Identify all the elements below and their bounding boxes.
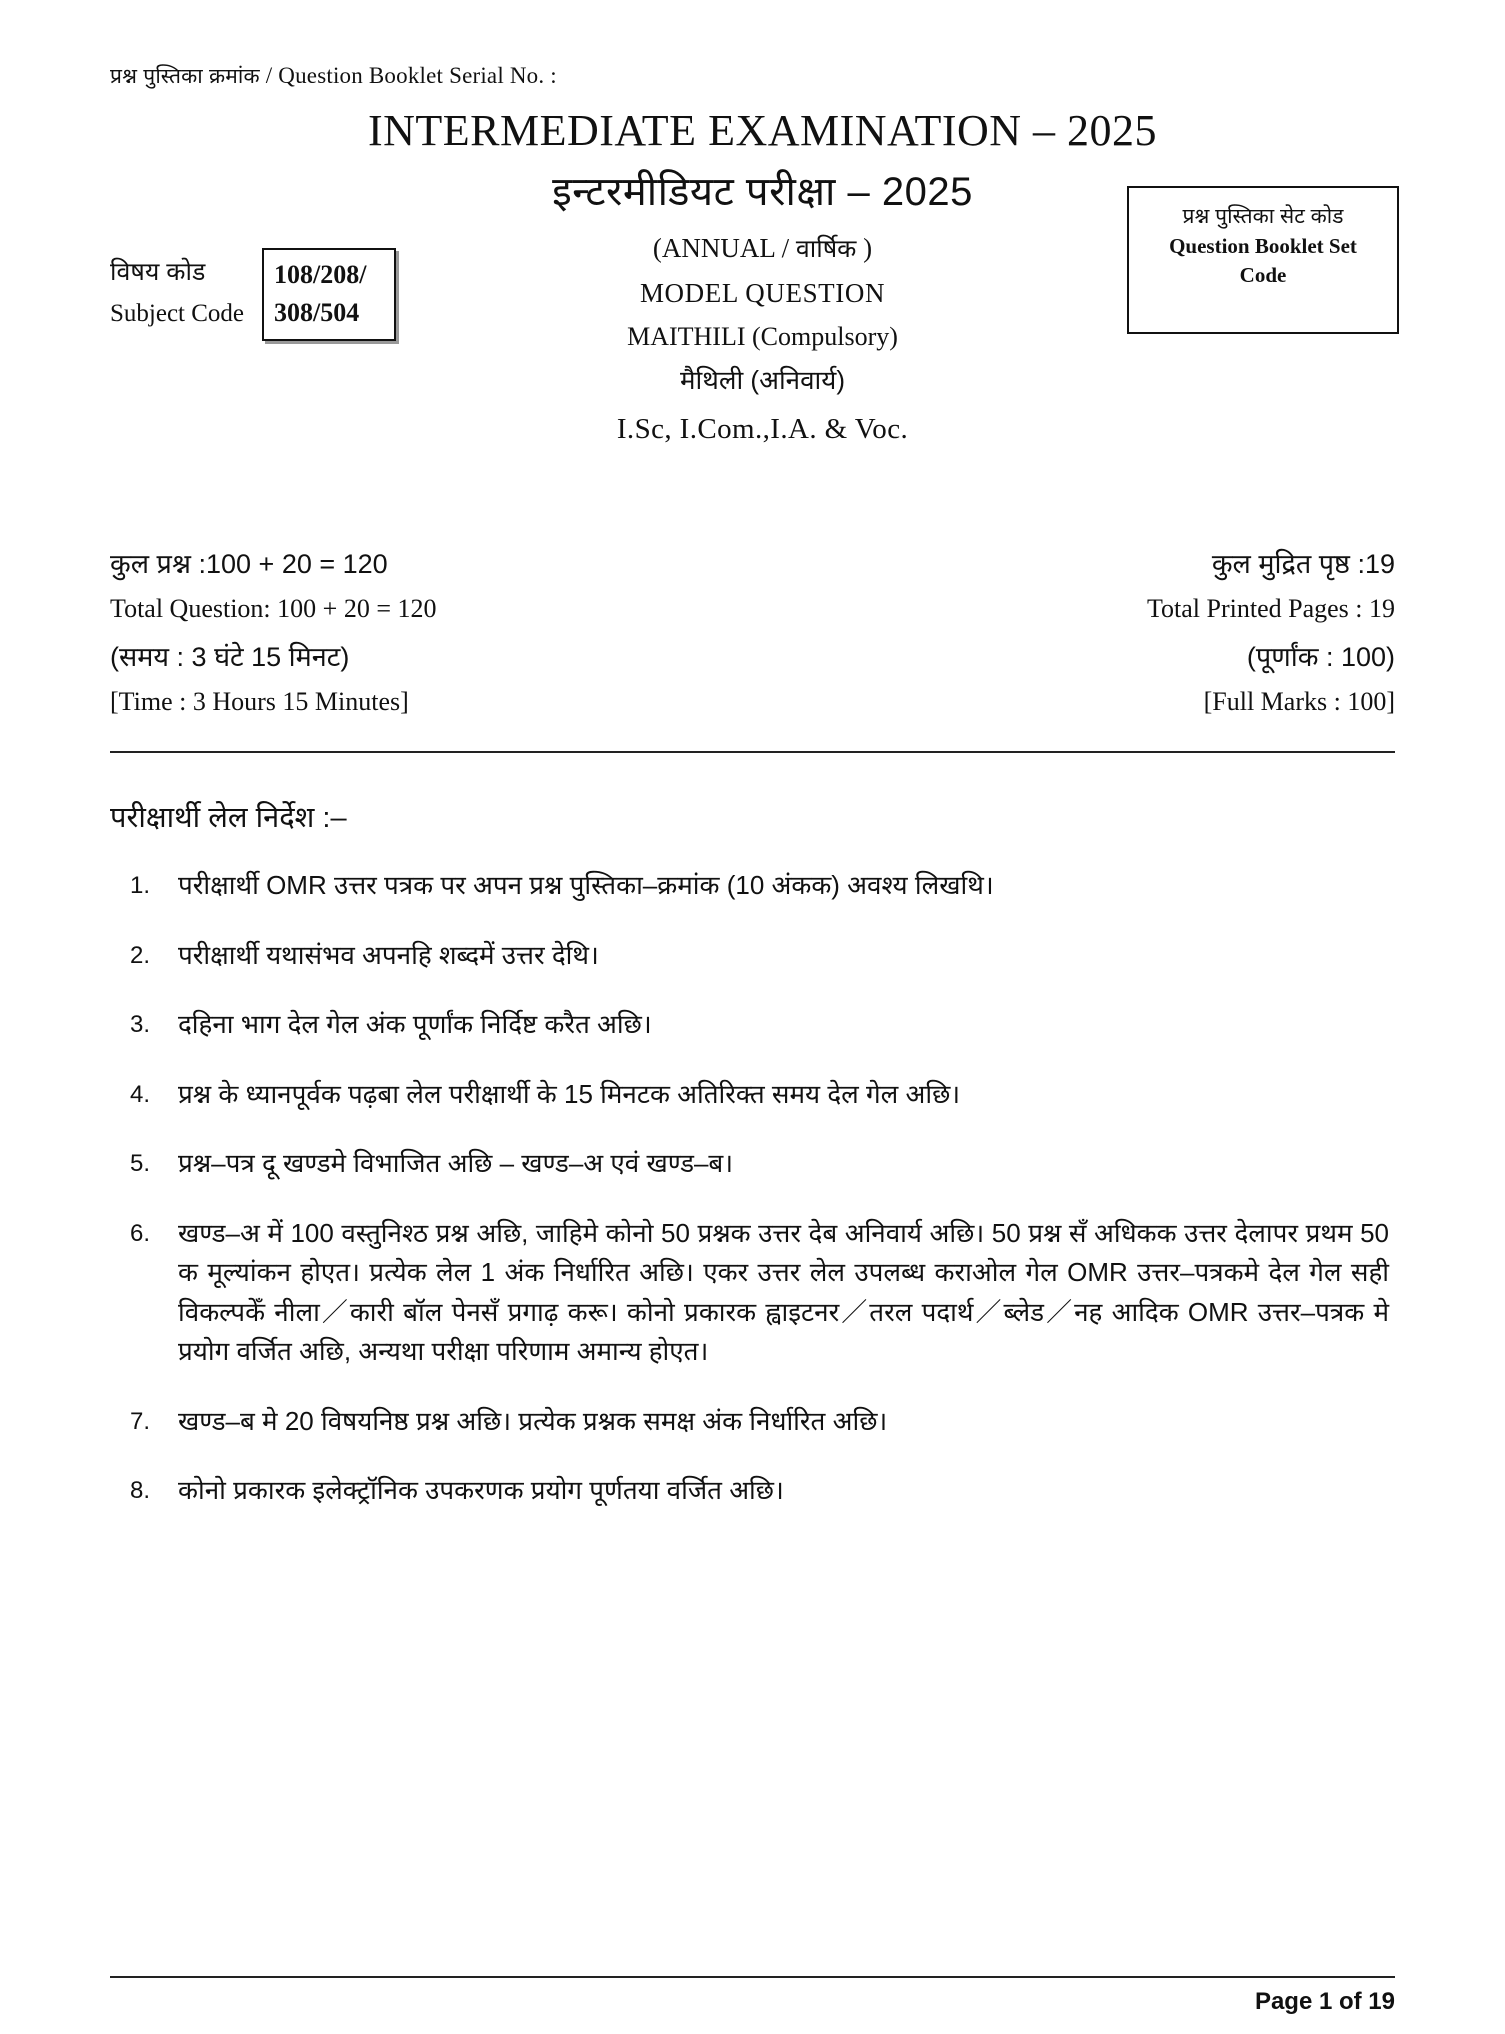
list-item: [110, 1214, 1395, 1372]
instruction-text: कोनो प्रकारक इलेक्ट्रॉनिक उपकरणक प्रयोग पूर्णतया वर्जित अछि।: [178, 1475, 784, 1506]
total-questions-english: Total Question: 100 + 20 = 120: [110, 594, 437, 623]
totals-row: [110, 544, 1395, 581]
full-marks-english: [Full Marks : 100]: [1203, 687, 1395, 716]
exam-time-english: [Time : 3 Hours 15 Minutes]: [110, 687, 409, 716]
instructions-list: [110, 866, 1395, 1511]
exam-totals-block: [110, 544, 1395, 717]
exam-header: [110, 108, 1395, 538]
instruction-text: प्रश्न के ध्यानपूर्वक पढ़बा लेल परीक्षार्थी के 15 मिनटक अतिरिक्त समय देल गेल अछि।: [178, 1078, 961, 1109]
full-marks-devanagari: (पूर्णांक : 100): [1246, 642, 1395, 672]
subject-code-label-devanagari: विषय कोड: [110, 258, 206, 286]
question-booklet-set-code-box: [1127, 186, 1399, 334]
total-printed-pages-devanagari: कुल मुद्रित पृष्ठ :19: [1211, 549, 1395, 579]
list-item: [110, 936, 1395, 976]
booklet-serial-label-english: Question Booklet Serial No. :: [278, 63, 557, 88]
exam-title-english: INTERMEDIATE EXAMINATION – 2025: [367, 106, 1158, 155]
stream-list: I.Sc, I.Com.,I.A. & Voc.: [616, 413, 909, 446]
totals-row: [110, 637, 1395, 674]
subject-code-block: [110, 248, 396, 341]
instruction-number: 5.: [130, 1150, 151, 1178]
booklet-serial-separator: /: [265, 63, 273, 88]
instruction-number: 8.: [130, 1477, 151, 1505]
subject-name-english: MAITHILI (Compulsory): [627, 322, 898, 352]
list-item: [110, 1075, 1395, 1115]
list-item: [110, 1005, 1395, 1045]
instructions-heading: परीक्षार्थी लेल निर्देश :–: [110, 802, 347, 834]
subject-code-value-line-2: 308/504: [274, 297, 360, 327]
subject-code-label-english: Subject Code: [110, 300, 245, 327]
set-code-label-english-line-1: Question Booklet Set: [1169, 234, 1357, 258]
instruction-text: खण्ड–अ में 100 वस्तुनिश्ठ प्रश्न अछि, जाहिमे कोनो 50 प्रश्नक उत्तर देब अनिवार्य अछि। 50 प्रश्न सँ अधिकक उत्तर देलापर प्रथम 50 क मूल्यांकन होएत। प्रत्येक लेल 1 अंक निर्धारित अछि। एकर उत्तर लेल उपलब्ध कराओल गेल OMR उत्तर–पत्रकमे देल गेल सही विकल्पकेँ नीला／कारी बॉल पेनसँ प्रगाढ़ करू। कोनो प्रकारक ह्वाइटनर／तरल पदार्थ／ब्लेड／नह आदिक OMR उत्तर–पत्रक मे प्रयोग वर्जित अछि, अन्यथा परीक्षा परिणाम अमान्य होएत।: [178, 1217, 1389, 1367]
instruction-text: परीक्षार्थी OMR उत्तर पत्रक पर अपन प्रश्न पुस्तिका–क्रमांक (10 अंकक) अवश्य लिखथि।: [178, 870, 994, 900]
instruction-text: खण्ड–ब मे 20 विषयनिष्ठ प्रश्न अछि। प्रत्येक प्रश्नक समक्ष अंक निर्धारित अछि।: [178, 1405, 888, 1436]
list-item: [110, 1402, 1395, 1442]
instruction-number: 7.: [130, 1407, 151, 1435]
subject-code-labels: [110, 248, 244, 328]
instruction-text: परीक्षार्थी यथासंभव अपनहि शब्दमें उत्तर देथि।: [178, 939, 599, 970]
exam-time-devanagari: (समय : 3 घंटे 15 मिनट): [110, 642, 350, 672]
list-item: [110, 866, 1395, 906]
instruction-number: 1.: [130, 872, 151, 899]
instruction-number: 4.: [130, 1080, 151, 1108]
booklet-serial-line: [110, 0, 1395, 90]
set-code-label-english-line-2: Code: [1239, 263, 1287, 288]
totals-row: [110, 594, 1395, 624]
set-code-label-devanagari: प्रश्न पुस्तिका सेट कोड: [1182, 205, 1344, 228]
subject-code-value-box: [262, 248, 396, 341]
instruction-text: प्रश्न–पत्र दू खण्डमे विभाजित अछि – खण्ड–अ एवं खण्ड–ब।: [178, 1148, 734, 1179]
instruction-text: दहिना भाग देल गेल अंक पूर्णांक निर्दिष्ट करैत अछि।: [178, 1009, 652, 1040]
instruction-number: 6.: [130, 1219, 151, 1247]
instruction-number: 3.: [130, 1011, 151, 1039]
total-printed-pages-english: Total Printed Pages : 19: [1146, 594, 1395, 623]
exam-session-close-paren: ): [863, 233, 873, 264]
page-footer: [110, 1976, 1395, 2016]
list-item: [110, 1471, 1395, 1511]
exam-session-english: (ANNUAL /: [652, 233, 790, 264]
exam-title-devanagari: इन्टरमीडियट परीक्षा – 2025: [552, 170, 973, 215]
totals-row: [110, 687, 1395, 717]
total-questions-devanagari: कुल प्रश्न :100 + 20 = 120: [110, 549, 388, 579]
page-number: Page 1 of 19: [1254, 1988, 1395, 2015]
footer-divider: [110, 1976, 1395, 1978]
subject-code-value-line-1: 108/208/: [274, 260, 367, 289]
header-divider: [110, 751, 1395, 753]
instruction-number: 2.: [130, 941, 151, 969]
subject-name-devanagari: मैथिली (अनिवार्य): [679, 365, 846, 396]
exam-session-devanagari: वार्षिक: [795, 235, 857, 264]
model-question-label: MODEL QUESTION: [639, 278, 886, 309]
booklet-serial-label-devanagari: प्रश्न पुस्तिका क्रमांक: [110, 65, 260, 88]
list-item: [110, 1144, 1395, 1184]
